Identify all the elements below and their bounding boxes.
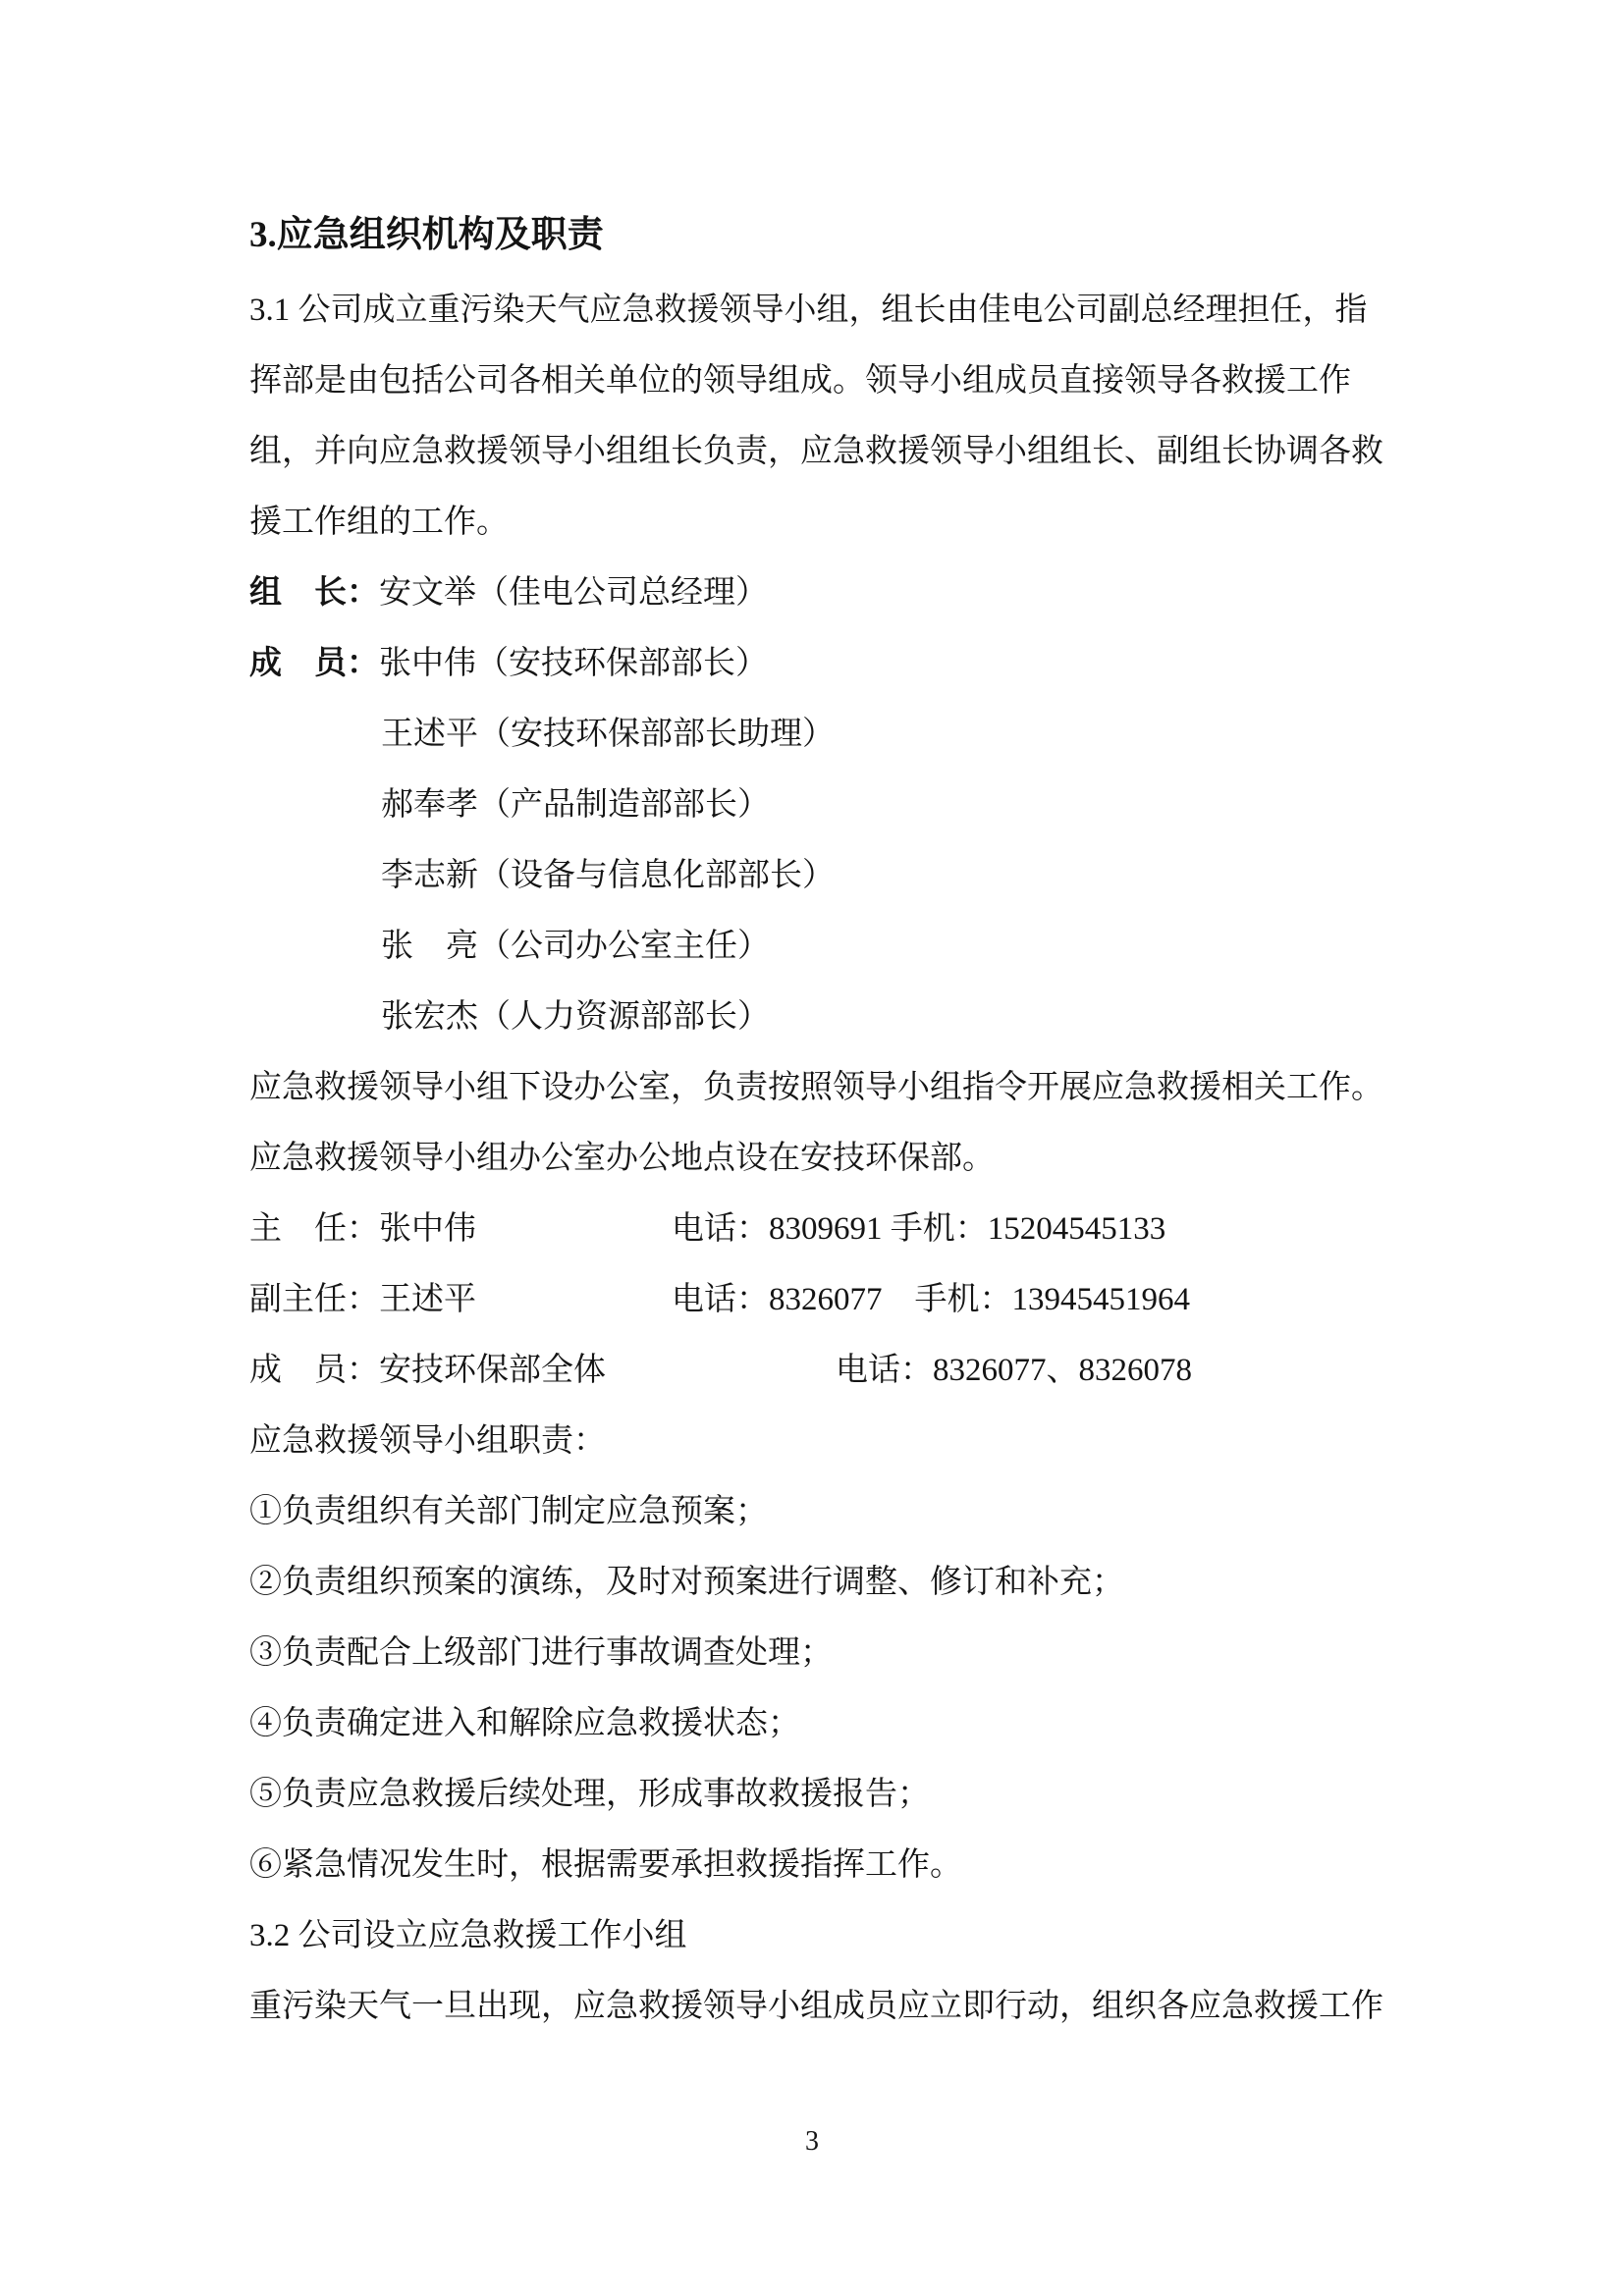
para-3-1-line-4: 援工作组的工作。 <box>249 505 509 540</box>
member-row-5: 张 亮（公司办公室主任） <box>381 929 770 964</box>
duty-item-6: ⑥紧急情况发生时，根据需要承担救援指挥工作。 <box>249 1847 962 1883</box>
duty-item-4: ④负责确定进入和解除应急救援状态； <box>249 1706 800 1741</box>
duty-item-3: ③负责配合上级部门进行事故调查处理； <box>249 1635 833 1671</box>
para-3-1-line-1: 3.1 公司成立重污染天气应急救援领导小组，组长由佳电公司副总经理担任，指 <box>249 293 1368 328</box>
member-row-1 <box>249 628 1375 699</box>
leader-label: 组 长： <box>249 575 379 611</box>
contact-phone: 电话：8326077 手机：13945451964 <box>672 1282 1190 1317</box>
contact-row-director <box>249 1194 1375 1264</box>
members-label: 成 员： <box>249 646 379 681</box>
member-row-6: 张宏杰（人力资源部部长） <box>381 999 770 1035</box>
contact-name: 张中伟 <box>379 1211 476 1247</box>
contact-row-members <box>249 1335 1375 1406</box>
section-heading-3-2: 3.2 公司设立应急救援工作小组 <box>249 1918 687 1953</box>
leader-row <box>249 558 1375 628</box>
duties-title: 应急救援领导小组职责： <box>249 1423 606 1459</box>
para-3-1-line-3: 组，并向应急救援领导小组组长负责，应急救援领导小组组长、副组长协调各救 <box>249 434 1383 469</box>
contact-row-deputy <box>249 1264 1375 1335</box>
para-3-1-line-2: 挥部是由包括公司各相关单位的领导组成。领导小组成员直接领导各救援工作 <box>249 363 1351 399</box>
member-row-4: 李志新（设备与信息化部部长） <box>381 858 835 893</box>
member-row-2: 王述平（安技环保部部长助理） <box>381 717 835 752</box>
office-line-2: 应急救援领导小组办公室办公地点设在安技环保部。 <box>249 1141 995 1176</box>
para-3-2-line-1: 重污染天气一旦出现，应急救援领导小组成员应立即行动，组织各应急救援工作 <box>249 1989 1383 2024</box>
member-value-1: 张中伟（安技环保部部长） <box>379 646 768 681</box>
contact-label: 成 员： <box>249 1353 379 1388</box>
section-heading-3: 3.应急组织机构及职责 <box>249 215 604 255</box>
contact-label: 主 任： <box>249 1211 379 1247</box>
duty-item-5: ⑤负责应急救援后续处理，形成事故救援报告； <box>249 1777 930 1812</box>
office-line-1: 应急救援领导小组下设办公室，负责按照领导小组指令开展应急救援相关工作。 <box>249 1070 1383 1105</box>
contact-phone: 电话：8309691 手机：15204545133 <box>672 1211 1166 1247</box>
duty-item-1: ①负责组织有关部门制定应急预案； <box>249 1494 768 1529</box>
contact-label: 副主任： <box>249 1282 379 1317</box>
page-number: 3 <box>805 2126 819 2157</box>
duty-item-2: ②负责组织预案的演练，及时对预案进行调整、修订和补充； <box>249 1565 1124 1600</box>
member-row-3: 郝奉孝（产品制造部部长） <box>381 787 770 823</box>
leader-value: 安文举（佳电公司总经理） <box>379 575 768 611</box>
document-body <box>249 196 1383 2042</box>
contact-name: 安技环保部全体 <box>379 1353 606 1388</box>
contact-phone: 电话：8326077、8326078 <box>836 1353 1192 1388</box>
contact-name: 王述平 <box>379 1282 476 1317</box>
